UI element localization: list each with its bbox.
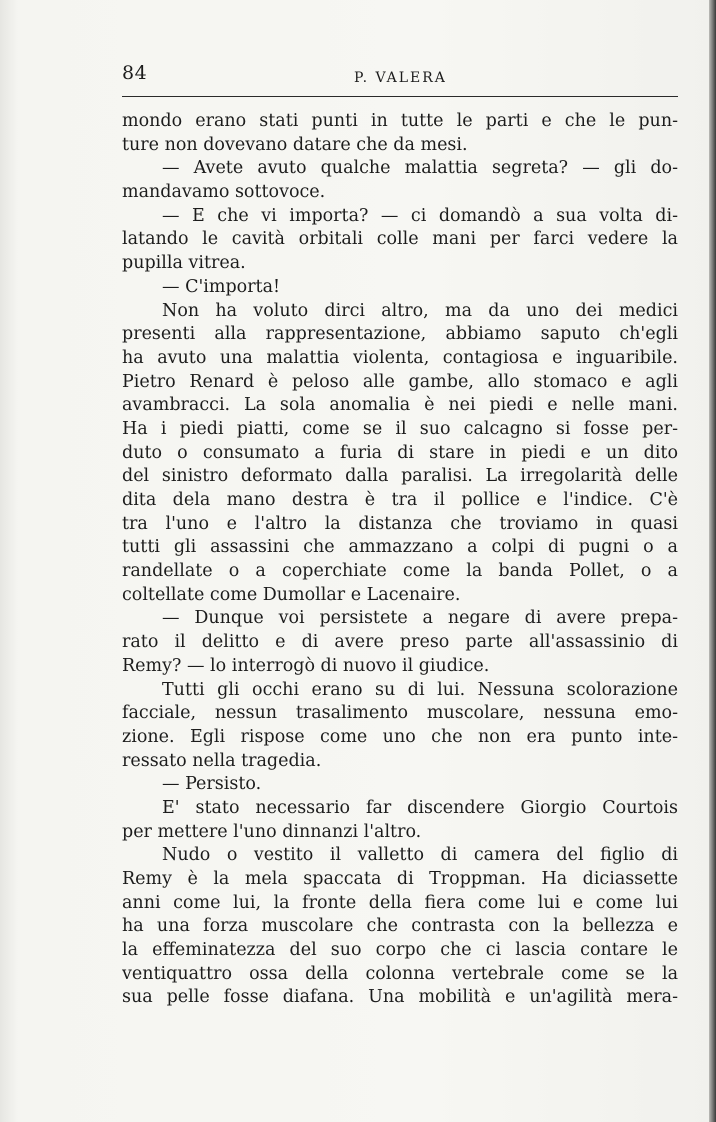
text-line: ha avuto una malattia violenta, contagiosa e inguaribile. (122, 347, 678, 368)
text-line: ture non dovevano datare che da mesi. (122, 134, 468, 155)
text-line: duto o consumato a furia di stare in piedi e un dito (122, 442, 678, 463)
text-line: zione. Egli rispose come uno che non era punto inte- (122, 726, 678, 747)
text-line: pupilla vitrea. (122, 253, 246, 274)
header-rule (122, 96, 678, 97)
text-line: avambracci. La sola anomalia è nei piedi e nelle mani. (122, 395, 678, 416)
text-line: per mettere l'uno dinnanzi l'altro. (122, 821, 422, 842)
page-edge-shadow (709, 0, 716, 1122)
body-text (122, 110, 678, 1010)
text-line: — C'importa! (162, 276, 281, 297)
text-line: Ha i piedi piatti, come se il suo calcagno si fosse per- (122, 418, 678, 439)
text-line: coltellate come Dumollar e Lacenaire. (122, 584, 461, 605)
running-title: P. VALERA (354, 70, 447, 86)
text-line: la effeminatezza del suo corpo che ci lascia contare le (122, 940, 678, 961)
text-line: randellate o a coperchiate come la banda Pollet, o a (122, 561, 678, 582)
text-line: — Avete avuto qualche malattia segreta? — gli do- (162, 158, 678, 179)
text-line: rato il delitto e di avere preso parte all'assassinio di (122, 632, 678, 653)
text-line: facciale, nessun trasalimento muscolare, nessuna emo- (122, 703, 678, 724)
text-line: tutti gli assassini che ammazzano a colpi di pugni o a (122, 537, 678, 558)
text-line: ressato nella tragedia. (122, 750, 322, 771)
text-line: dita dela mano destra è tra il pollice e l'indice. C'è (122, 490, 678, 510)
text-line: Nudo o vestito il valletto di camera del figlio di (162, 845, 678, 866)
text-line: Non ha voluto dirci altro, ma da uno dei medici (162, 300, 678, 321)
text-line: tra l'uno e l'altro la distanza che troviamo in quasi (122, 513, 678, 534)
text-line: E' stato necessario far discendere Giorgio Courtois (162, 797, 678, 818)
text-line: ha una forza muscolare che contrasta con la bellezza e (122, 916, 678, 937)
text-line: mandavamo sottovoce. (122, 182, 326, 203)
text-line: ventiquattro ossa della colonna vertebrale come se la (122, 963, 678, 984)
text-line: anni come lui, la fronte della fiera come lui e come lui (122, 892, 678, 913)
text-line: mondo erano stati punti in tutte le parti e che le pun- (122, 111, 678, 131)
text-line: — Persisto. (162, 774, 262, 795)
text-line: latando le cavità orbitali colle mani per farci vedere la (122, 229, 678, 250)
text-line: Remy è la mela spaccata di Troppman. Ha diciassette (122, 869, 678, 889)
page-header (122, 62, 678, 94)
text-line: Pietro Renard è peloso alle gambe, allo stomaco e agli (122, 371, 678, 392)
text-line: Remy? — lo interrogò di nuovo il giudice. (122, 655, 490, 676)
page-number: 84 (122, 62, 148, 84)
text-line: presenti alla rappresentazione, abbiamo saputo ch'egli (122, 324, 678, 345)
text-line: Tutti gli occhi erano su di lui. Nessuna scolorazione (162, 679, 678, 700)
text-line: sua pelle fosse diafana. Una mobilità e un'agilità mera- (122, 987, 678, 1008)
text-line: — E che vi importa? — ci domandò a sua volta di- (162, 205, 678, 226)
text-line: del sinistro deformato dalla paralisi. La irregolarità delle (122, 466, 678, 487)
text-line: — Dunque voi persistete a negare di avere prepa- (162, 608, 678, 629)
